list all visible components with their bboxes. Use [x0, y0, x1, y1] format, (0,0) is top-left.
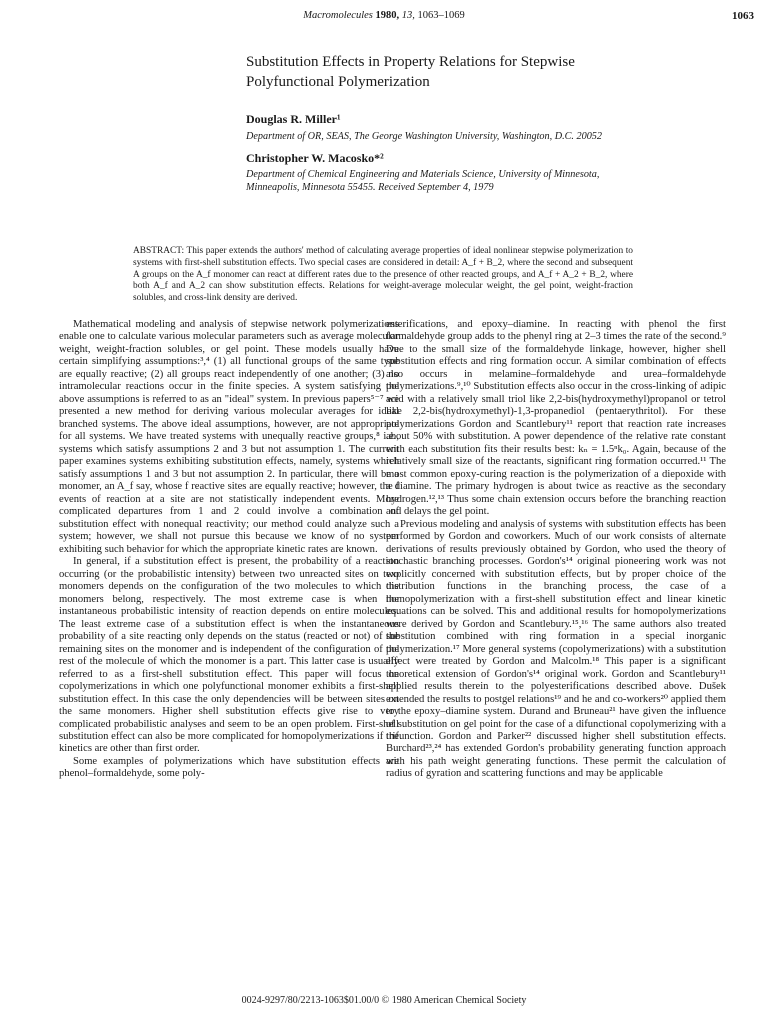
body-paragraph: In general, if a substitution effect is present, the probability of a reaction occurring (or the probabilistic intensity) between two unreacted sites on two monomers depends on the configuration of the two molecules to which the monomers belong, respectively. The most extreme case is when the instantaneous probabilistic intensity of reaction depends on entire molecules. The least extreme case of a substitution effect is when the instantaneous probability of a site reacting only depends on the status (reacted or not) of the remaining sites on the monomer and is independent of the configuration of the rest of the molecule of which the monomer is a part. This latter case is usually referred to as a first-shell substitution effect. This paper will focus on copolymerizations in which one polyfunctional monomer exhibits a first-shell substitution effect. In this case the only dependencies will be between sites on the same monomers. Higher shell substitution effects give rise to very complicated probabilistic analyses and seem to be an open problem. First-shell substitution effect can also be more complicated for homopolymerizations if the kinetics are other than first order.	[59, 556, 399, 755]
title-line-1: Substitution Effects in Property Relations for Stepwise	[246, 54, 575, 70]
affiliation-line: Department of Chemical Engineering and Materials Science, University of Minnesota,	[246, 169, 600, 180]
abstract: ABSTRACT: This paper extends the authors' method of calculating average properties of ideal nonlinear stepwise polymerization to systems with first-shell substitution effects. Two special cases are considered in detail: A_f + B_2, where the second and subsequent A groups on the A_f monomer can react at different rates due to the presence of other reacted groups, and A_f + A_2 + B_2, where both A_f and A_2 can show substitution effects. Relations for weight-average molecular weight, the gel point, weight-fraction solubles, and cross-link density are derived.	[133, 246, 633, 304]
author-affiliation-2	[246, 169, 716, 194]
article-title	[246, 52, 726, 92]
author-name-1: Douglas R. Miller¹	[246, 112, 341, 126]
journal-name: Macromolecules	[303, 10, 373, 21]
body-column-right	[386, 319, 726, 781]
journal-citation	[0, 10, 768, 21]
title-line-2: Polyfunctional Polymerization	[246, 74, 430, 90]
affiliation-line: Minneapolis, Minnesota 55455. Received September 4, 1979	[246, 181, 494, 193]
author-name-2: Christopher W. Macosko*²	[246, 151, 384, 165]
journal-pages: 1063–1069	[417, 10, 465, 21]
body-paragraph: esterifications, and epoxy–diamine. In reacting with phenol the first formaldehyde group adds to the phenyl ring at 2–3 times the rate of the second.⁹ Due to the small size of the formaldehyde linkage, however, higher shell substitution effects and ring formation occur. A similar combination of effects also occurs in melamine–formaldehyde and urea–formaldehyde polymerizations.⁹,¹⁰ Substitution effects also occur in the cross-linking of adipic acid with a relatively small triol like 2,2-bis(hydroxymethyl)propanol or tetrol like 2,2-bis(hydroxymethyl)-1,3-propanediol (pentaerythritol). For these polymerizations Gordon and Scantlebury¹¹ report that reaction rate increases about 50% with substitution. A power dependence of the relative rate constant with each substitution fits their results best: kₙ = 1.5ⁿk₀. Again, because of the relatively small size of the reactants, significant ring formation occurred.¹¹ The most common epoxy-curing reaction is the polymerization of a diepoxide with a diamine. The primary hydrogen is about twice as reactive as the secondary hydrogen.¹²,¹³ Thus some chain extension occurs before the branching reaction and delays the gel point.	[386, 319, 726, 518]
author-affiliation-1	[246, 131, 716, 144]
affiliation-line: Department of OR, SEAS, The George Washington University, Washington, D.C. 20052	[246, 131, 602, 142]
body-paragraph: Mathematical modeling and analysis of stepwise network polymerizations enable one to calculate various molecular parameters such as average molecular weight, weight-fraction solubles, or gel point. These models usually have certain simplifying assumptions:³,⁴ (1) all functional groups of the same type are equally reactive; (2) all groups react independently of one another; (3) no intramolecular reactions occur in the finite species. A system satisfying the above assumptions is referred to as an "ideal" system. In previous papers⁵⁻⁷ we presented a new method for deriving various molecular averages for ideal branched systems. The above ideal assumptions, however, are not appropriate for all systems. We have treated systems with unequally reactive groups,⁸ i.e., systems which satisfy assumptions 2 and 3 but not assumption 1. The current paper examines systems exhibiting substitution effects, namely, systems which satisfy assumptions 1 and 3 but not assumption 2. In particular, there will be a monomer, an A_f say, whose f reactive sites are equally reactive; however, the f events of reaction at a site are not statistically independent events. More complicated departures from 1 and 2 could involve a combination of substitution effect with nonequal reactivity; our method could analyze such a system; however, we shall not pursue this because we know of no system exhibiting such behavior for which the appropriate kinetic rates are known.	[59, 319, 399, 555]
journal-year: 1980,	[375, 10, 400, 21]
body-column-left	[59, 319, 399, 781]
body-paragraph: Previous modeling and analysis of systems with substitution effects has been performed by Gordon and coworkers. Much of our work consists of alternate derivations of results previously obtained by Gordon, who used the theory of stochastic branching processes. Gordon's¹⁴ original pioneering work was not explicitly concerned with substitution effects, but by proper choice of the distribution functions in the branching process, the case of a homopolymerization with a first-shell substitution effect and linear kinetic equations can be solved. This and additional results for homopolymerizations were derived by Gordon and Scantlebury.¹⁵,¹⁶ The same authors also treated substitution combined with ring formation in a special inorganic polymerization.¹⁷ More general systems (copolymerizations) with a substitution effect were treated by Gordon and Malcolm.¹⁸ This paper is a significant theoretical extension of Gordon's¹⁴ original work. Gordon and Scantlebury¹¹ applied results therein to the polyesterifications described above. Dušek extended the results to postgel relations¹⁹ and he and co-workers²⁰ applied them to the epoxy–diamine system. Durand and Bruneau²¹ have given the influence of substitution on gel point for the case of a difunctional copolymerizing with a trifunction. Gordon and Parker²² discussed higher shell substitution effects. Burchard²³,²⁴ has extended Gordon's probability generating function approach with his path weight generating functions. These permit the calculation of radius of gyration and scattering functions and may be applicable	[386, 518, 726, 780]
journal-volume: 13,	[401, 10, 415, 21]
body-paragraph: Some examples of polymerizations which have substitution effects are phenol–formaldehyde, some poly-	[59, 755, 399, 780]
page-number: 1063	[732, 10, 754, 22]
copyright-footer: 0024-9297/80/2213-1063$01.00/0 © 1980 American Chemical Society	[241, 995, 527, 1006]
